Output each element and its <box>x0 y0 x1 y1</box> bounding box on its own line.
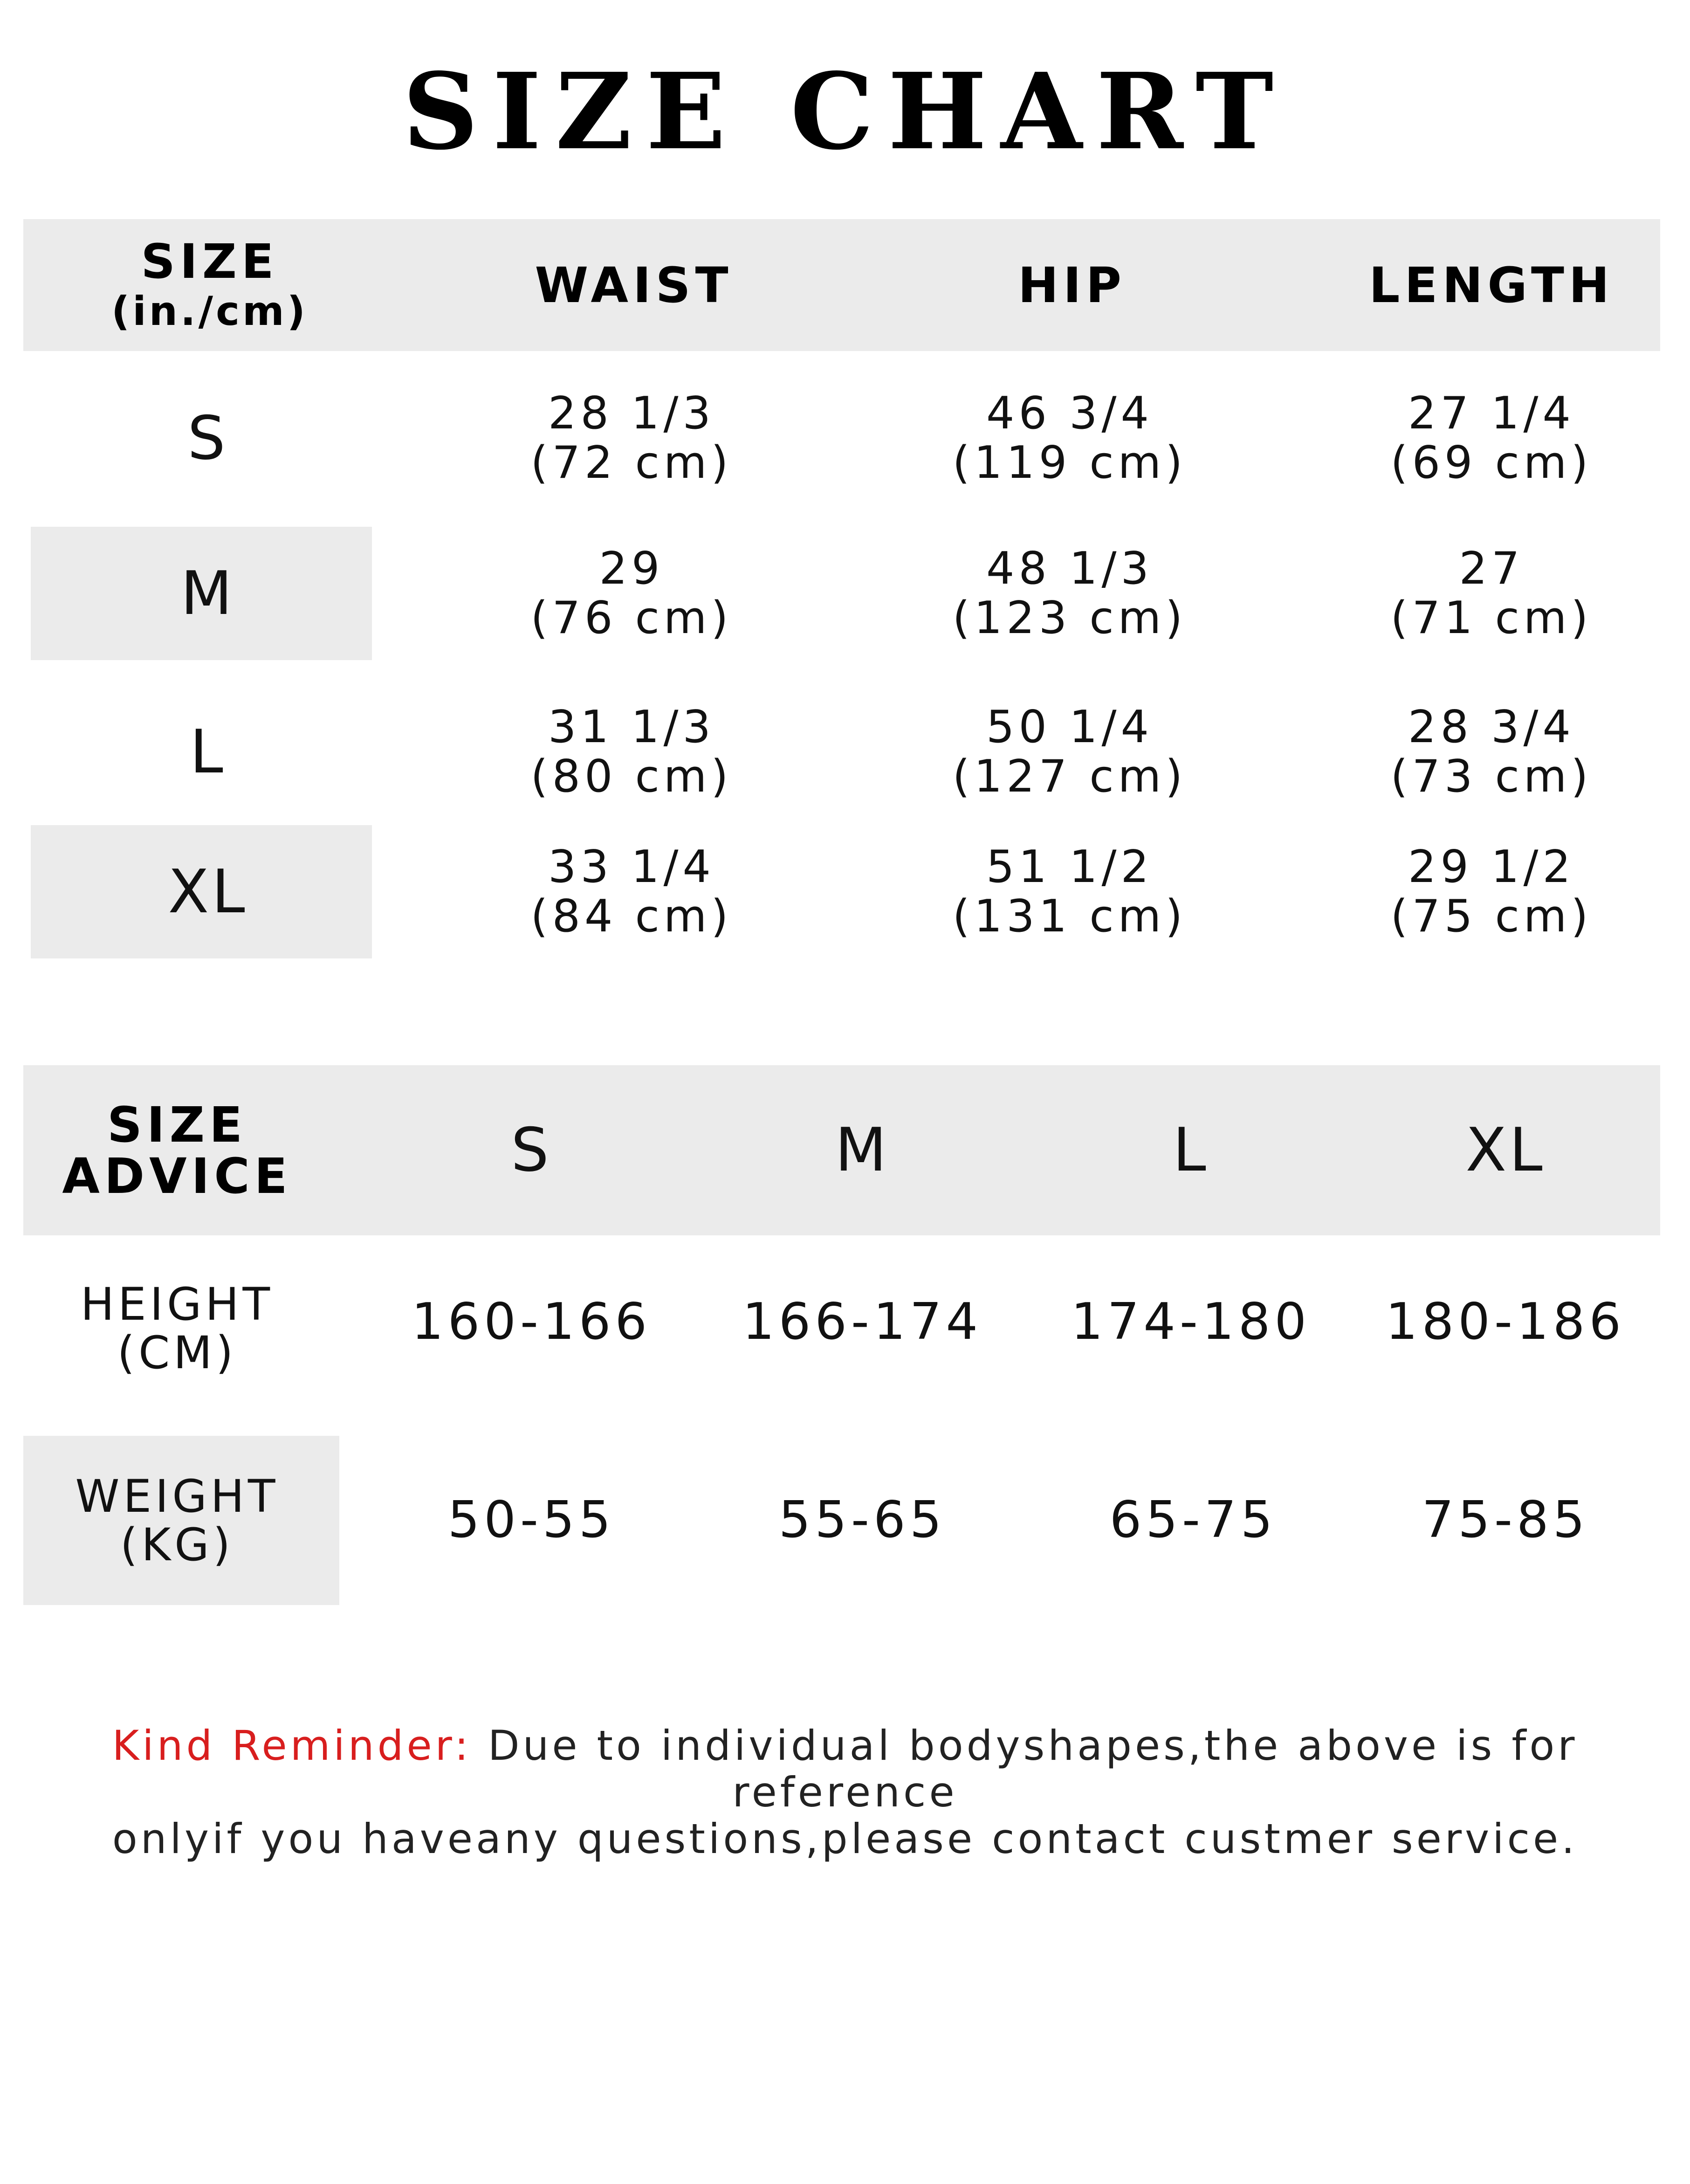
waist-cell <box>492 685 771 819</box>
hip-cm: (123 cm) <box>952 593 1187 644</box>
length-inches: 27 1/4 <box>1408 388 1575 439</box>
hip-inches: 48 1/3 <box>986 543 1153 594</box>
height-value-text: 174-180 <box>1071 1292 1311 1351</box>
waist-cm: (76 cm) <box>530 593 733 644</box>
hip-cm: (119 cm) <box>952 437 1187 489</box>
advice-size-m <box>699 1065 1025 1235</box>
reminder-text-line1: Due to individual bodyshapes,the above is for reference <box>471 1722 1578 1816</box>
size-label-text: XL <box>168 857 248 927</box>
hip-inches: 50 1/4 <box>986 702 1153 753</box>
size-label <box>31 685 385 819</box>
length-cell <box>1352 825 1631 958</box>
advice-size-label: L <box>1173 1116 1209 1185</box>
height-label-line1: HEIGHT <box>80 1278 274 1330</box>
weight-value-text: 75-85 <box>1422 1490 1589 1549</box>
length-inches: 28 3/4 <box>1408 702 1575 753</box>
hip-cm: (131 cm) <box>952 891 1187 942</box>
weight-value-text: 55-65 <box>778 1490 946 1549</box>
hip-cell <box>930 527 1209 660</box>
weight-label <box>23 1436 331 1605</box>
height-value-text: 166-174 <box>742 1292 982 1351</box>
size-label-text: S <box>187 403 228 473</box>
height-value <box>699 1259 1025 1385</box>
size-advice-header-line2: ADVICE <box>62 1147 292 1205</box>
hip-inches: 46 3/4 <box>986 388 1153 439</box>
waist-header-text: WAIST <box>535 256 733 314</box>
kind-reminder <box>0 1722 1690 1862</box>
weight-value-text: 50-55 <box>447 1490 615 1549</box>
advice-size-label: XL <box>1465 1116 1546 1185</box>
size-advice-header-line1: SIZE <box>107 1096 247 1153</box>
waist-inches: 28 1/3 <box>548 388 715 439</box>
length-cell <box>1352 685 1631 819</box>
size-label <box>31 527 385 660</box>
advice-size-xl <box>1342 1065 1669 1235</box>
height-label-line2: (CM) <box>117 1327 237 1379</box>
height-value-text: 160-166 <box>411 1292 652 1351</box>
page-title: SIZE CHART <box>402 50 1288 173</box>
hip-inches: 51 1/2 <box>986 841 1153 893</box>
hip-cell <box>930 825 1209 958</box>
hip-cm: (127 cm) <box>952 751 1187 802</box>
length-cm: (71 cm) <box>1390 593 1593 644</box>
length-inches: 29 1/2 <box>1408 841 1575 893</box>
waist-cell <box>492 372 771 505</box>
waist-cm: (84 cm) <box>530 891 733 942</box>
waist-cell <box>492 825 771 958</box>
waist-cell <box>492 527 771 660</box>
weight-value <box>699 1454 1025 1585</box>
waist-inches: 31 1/3 <box>548 702 715 753</box>
advice-size-l <box>1028 1065 1354 1235</box>
reminder-text-line2: onlyif you haveany questions,please contact custmer service. <box>112 1815 1578 1863</box>
size-label <box>31 825 385 958</box>
size-label <box>31 372 385 505</box>
waist-inches: 33 1/4 <box>548 841 715 893</box>
reminder-prefix: Kind Reminder: <box>112 1722 472 1770</box>
weight-label-line1: WEIGHT <box>75 1470 279 1523</box>
length-column-header <box>1352 219 1631 351</box>
hip-cell <box>930 685 1209 819</box>
advice-size-label: S <box>511 1116 552 1185</box>
length-inches: 27 <box>1459 543 1524 594</box>
length-cm: (69 cm) <box>1390 437 1593 489</box>
weight-value <box>1030 1454 1356 1585</box>
size-header-label: SIZE <box>141 234 279 289</box>
hip-column-header <box>932 219 1212 351</box>
weight-value <box>1342 1454 1669 1585</box>
height-value <box>1342 1259 1669 1385</box>
length-cell <box>1352 372 1631 505</box>
height-value <box>1028 1259 1354 1385</box>
waist-column-header <box>494 219 774 351</box>
size-column-header <box>33 219 387 351</box>
weight-value-text: 65-75 <box>1109 1490 1277 1549</box>
weight-label-line2: (KG) <box>120 1518 234 1571</box>
advice-size-label: M <box>835 1116 890 1185</box>
length-cm: (75 cm) <box>1390 891 1593 942</box>
weight-value <box>368 1454 694 1585</box>
size-label-text: M <box>180 558 235 628</box>
unit-header-label: (in./cm) <box>111 288 308 335</box>
waist-cm: (80 cm) <box>530 751 733 802</box>
length-cm: (73 cm) <box>1390 751 1593 802</box>
size-advice-header <box>23 1065 331 1235</box>
length-cell <box>1352 527 1631 660</box>
hip-cell <box>930 372 1209 505</box>
advice-size-s <box>368 1065 694 1235</box>
waist-inches: 29 <box>599 543 664 594</box>
height-value <box>368 1259 694 1385</box>
reminder-line1 <box>0 1722 1690 1816</box>
height-label <box>23 1259 331 1399</box>
height-value-text: 180-186 <box>1385 1292 1626 1351</box>
hip-header-text: HIP <box>1018 256 1126 314</box>
waist-cm: (72 cm) <box>530 437 733 489</box>
size-label-text: L <box>190 717 226 787</box>
length-header-text: LENGTH <box>1369 256 1614 314</box>
